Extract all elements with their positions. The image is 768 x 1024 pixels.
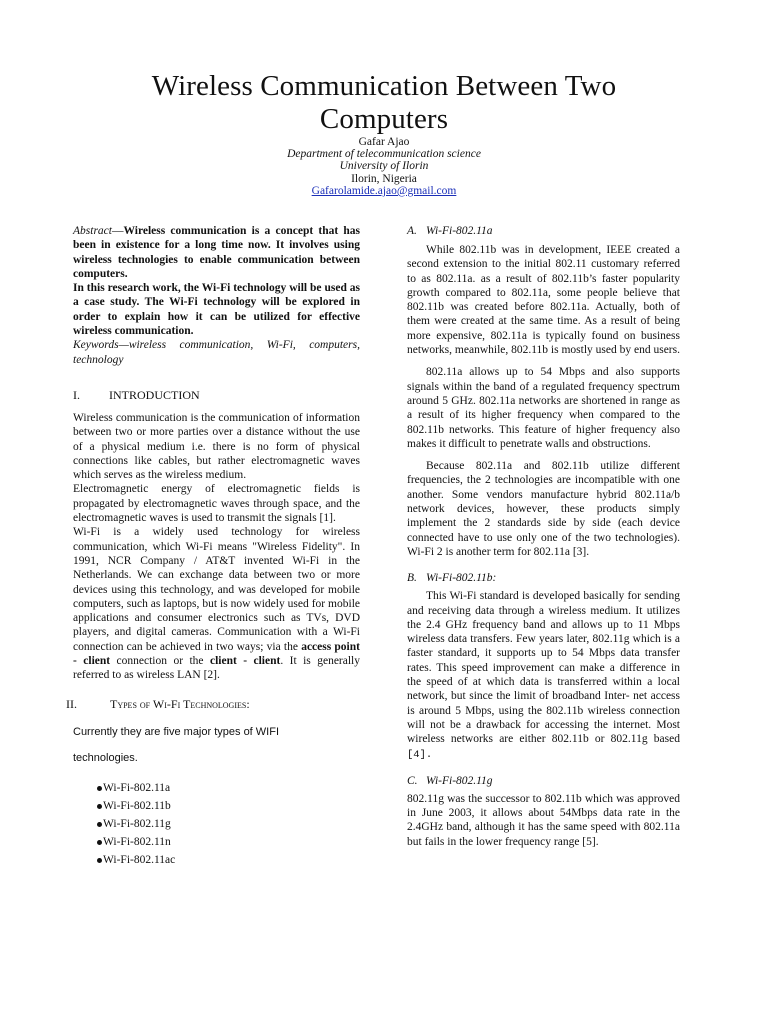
sec-c-paragraph-1: 802.11g was the successor to 802.11b which was approved in June 2003, it allows about 54Mbps data rate in the 2.4GHz band, although it has the same speed with 802.11a but fails in the lower frequency range [5]. xyxy=(407,792,680,848)
keywords-list: wireless communication, Wi-Fi, computers, technology xyxy=(73,339,360,366)
abstract-dash: — xyxy=(111,225,124,237)
list-item: Wi-Fi-802.11g xyxy=(97,816,360,834)
sec-b-paragraph-1 xyxy=(407,589,680,762)
section-number: I. xyxy=(73,387,80,402)
author-department: Department of telecommunication science xyxy=(287,148,481,161)
abstract-paragraph-2 xyxy=(73,281,360,338)
bullet-icon xyxy=(97,840,102,845)
sec-b-citation: [4]. xyxy=(407,748,433,761)
sec-a-paragraph-2: 802.11a allows up to 54 Mbps and also supports signals within the band of a regulated frequency spectrum around 5 GHz. 802.11a networks are shortened in range as a result of its higher frequency when compared to the 802.11b networks. This feature of higher frequency also makes it difficult to penetrate walls and obstructions. xyxy=(407,366,680,450)
subsection-letter: B. xyxy=(407,572,417,585)
subsection-letter: A. xyxy=(407,225,417,237)
subsection-heading-802-11b xyxy=(407,571,680,585)
abstract-paragraph xyxy=(73,224,360,281)
author-university: University of Ilorin xyxy=(339,160,429,173)
bullet-icon xyxy=(97,858,102,863)
abstract-label: Abstract xyxy=(73,225,112,237)
intro-p3-bold-client: client - client xyxy=(209,655,281,668)
author-email-link[interactable]: Gafarolamide.ajao@gmail.com xyxy=(311,184,457,197)
intro-p3-part-c: connection or the xyxy=(110,655,210,668)
bullet-icon xyxy=(97,786,102,791)
subsection-title: Wi-Fi-802.11g xyxy=(426,774,493,787)
subsection-heading-802-11g xyxy=(407,774,680,788)
intro-paragraph-1: Wireless communication is the communication of information between two or more parties over a distance without the use of a physical medium i.e. there is no form of physical connections like cables, but rather electromagnetic waves which serves as the wireless medium. xyxy=(73,411,360,482)
author-block xyxy=(200,136,568,197)
types-intro-line-1: Currently they are five major types of WIFI xyxy=(73,725,280,738)
intro-paragraph-3 xyxy=(73,525,360,682)
bullet-icon xyxy=(97,822,102,827)
author-location: Ilorin, Nigeria xyxy=(351,172,417,185)
subsection-letter: C. xyxy=(407,774,418,787)
intro-p3-part-e: . It is generally referred to as wireless LAN [2]. xyxy=(73,655,361,682)
types-intro-line-2: technologies. xyxy=(73,751,138,764)
list-item: Wi-Fi-802.11n xyxy=(97,834,360,852)
right-column xyxy=(407,224,680,849)
abstract-body-1: Wireless communication is a concept that has been in existence for a long time now. It involves using wireless technologies to enable communication between computers. xyxy=(73,225,360,280)
subsection-heading-802-11a xyxy=(407,224,680,238)
subsection-title: Wi-Fi-802.11a xyxy=(426,225,493,237)
wifi-types-list xyxy=(97,780,360,870)
section-heading-types xyxy=(66,696,360,711)
keywords-dash: — xyxy=(118,339,129,352)
intro-p3-bold-access-point: access point - client xyxy=(73,640,360,668)
list-item: Wi-Fi-802.11a xyxy=(97,780,360,798)
intro-p3-part-a: Wi-Fi is a widely used technology for wireless communication, which Wi-Fi means "Wireless Fidelity". In 1991, NCR Company / AT&T invented Wi-Fi in the Netherlands. We can exchange data between two or more devices using this technology, and was developed for mobile computers, such as laptops, but is now widely used for mobile applications and consumer electronics such as TVs, DVD players, and digital cameras. Communication with a Wi-Fi connection can be achieved in two ways; via the xyxy=(73,526,360,653)
section-heading-introduction xyxy=(73,388,360,402)
list-item: Wi-Fi-802.11ac xyxy=(97,852,360,870)
paper-title: Wireless Communication Between Two Computers xyxy=(151,70,617,135)
bullet-icon xyxy=(97,804,102,809)
subsection-title: Wi-Fi-802.11b: xyxy=(426,572,497,585)
section-number: II. xyxy=(66,696,77,711)
section-title: Types of Wi-Fi Technologies: xyxy=(110,696,250,711)
abstract-body-2: In this research work, the Wi-Fi technology will be used as a case study. The Wi-Fi technology will be explored in order to explain how it can be utilized for effective wireless communication. xyxy=(73,282,360,338)
author-name: Gafar Ajao xyxy=(358,136,410,148)
list-item: Wi-Fi-802.11b xyxy=(97,798,360,816)
intro-paragraph-2: Electromagnetic energy of electromagnetic fields is propagated by electromagnetic waves through space, and the electromagnetic waves is used to transmit the signals [1]. xyxy=(73,483,360,525)
sec-a-paragraph-3: Because 802.11a and 802.11b utilize different frequencies, the 2 technologies are incompatible with one another. Some vendors manufacture hybrid 802.11a/b network devices, however, these products simply implement the 2 standards side by side (each device connected have to use only one of the two technologies). Wi-Fi 2 is another term for 802.11a [3]. xyxy=(407,460,680,558)
left-column xyxy=(66,224,361,870)
keywords-label-text: Keywords xyxy=(73,339,119,352)
sec-b-text: This Wi-Fi standard is developed basically for sending and receiving data through a wireless medium. It utilizes the 2.4 GHz frequency band and allows up to 11 Mbps wireless data transfers. Few years later, 802.11g which is a faster standard, it supports up to 54 Mbps data transfer rates. This speed improvement can make a difference in the speed of at which data is transferred within a local network, but since the limit of broadband Inter- net access is around 5 Mbps, using the 802.11b wireless connection will not be a drawback for accessing the internet. Most wireless networks are either 802.11b or 802.11g based xyxy=(407,590,680,746)
section-title: INTRODUCTION xyxy=(109,387,200,402)
keywords-paragraph xyxy=(73,338,360,367)
sec-a-paragraph-1: While 802.11b was in development, IEEE created a second extension to the initial 802.11 customary referred to as 802.11a. as a result of 802.11b’s faster popularity growth compared to 802.11a, some people believe that 802.11b was created before 802.11a. Actually, both of them were created at the same time. As a result of being more expensive, 802.11a is typically found on business networks, meanwhile, 802.11b is mostly used by end users. xyxy=(407,244,680,357)
